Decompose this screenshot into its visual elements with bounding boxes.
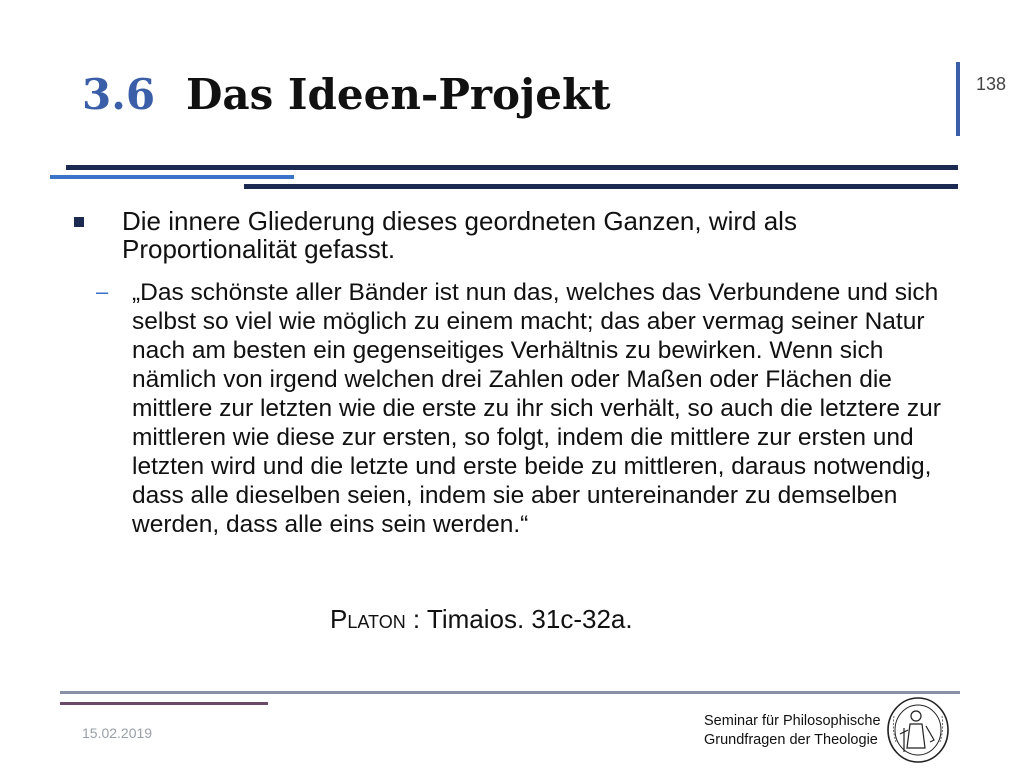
citation [330,604,633,635]
slide-number: 138 [976,74,1007,94]
seminar-line-2: Grundfragen der Theologie [704,732,878,748]
bullet-level-1 [74,207,954,263]
citation-source: : Timaios. 31c-32a. [405,604,633,634]
header-rule-bottom [244,184,958,189]
citation-author: Platon [330,604,406,634]
bullet-level-2 [96,278,956,539]
header-rule-accent [50,175,294,179]
footer-rule-accent [60,702,268,705]
seminar-line-1: Seminar für Philosophische [704,713,881,729]
footer-date: 15.02.2019 [82,725,153,741]
bullet-text: Die innere Gliederung dieses geordneten Ganzen, wird als Proportionalität gefasst. [122,206,797,264]
university-seal-icon [886,696,950,764]
section-number: 3.6 [82,70,156,119]
title-vertical-bar [956,62,960,136]
footer-rule [60,691,960,694]
header-rule-top [66,165,958,170]
seminar-name [704,712,881,750]
page-title: Das Ideen-Projekt [186,70,611,119]
dash-bullet-icon: – [96,279,109,304]
square-bullet-icon [74,217,84,227]
slide-title [82,70,610,130]
quote-text: „Das schönste aller Bänder ist nun das, welches das Verbundene und sich selbst so viel wie möglich zu einem macht; das aber vermag seiner Natur nach am besten ein gegenseitiges Verhältnis zu bewirken. Wenn sich nämlich von irgend welchen drei Zahlen oder Maßen oder Flächen die mittlere zur letzten wie die erste zu ihr sich verhält, so auch die letztere zur mittleren wie diese zur ersten, so folgt, indem die mittlere zur ersten und letzten wird und die letzte und erste beide zu mittleren, daraus notwendig, dass alle dieselben seien, indem sie aber untereinander zu demselben werden, dass alle eins sein werden.“ [132,279,941,538]
